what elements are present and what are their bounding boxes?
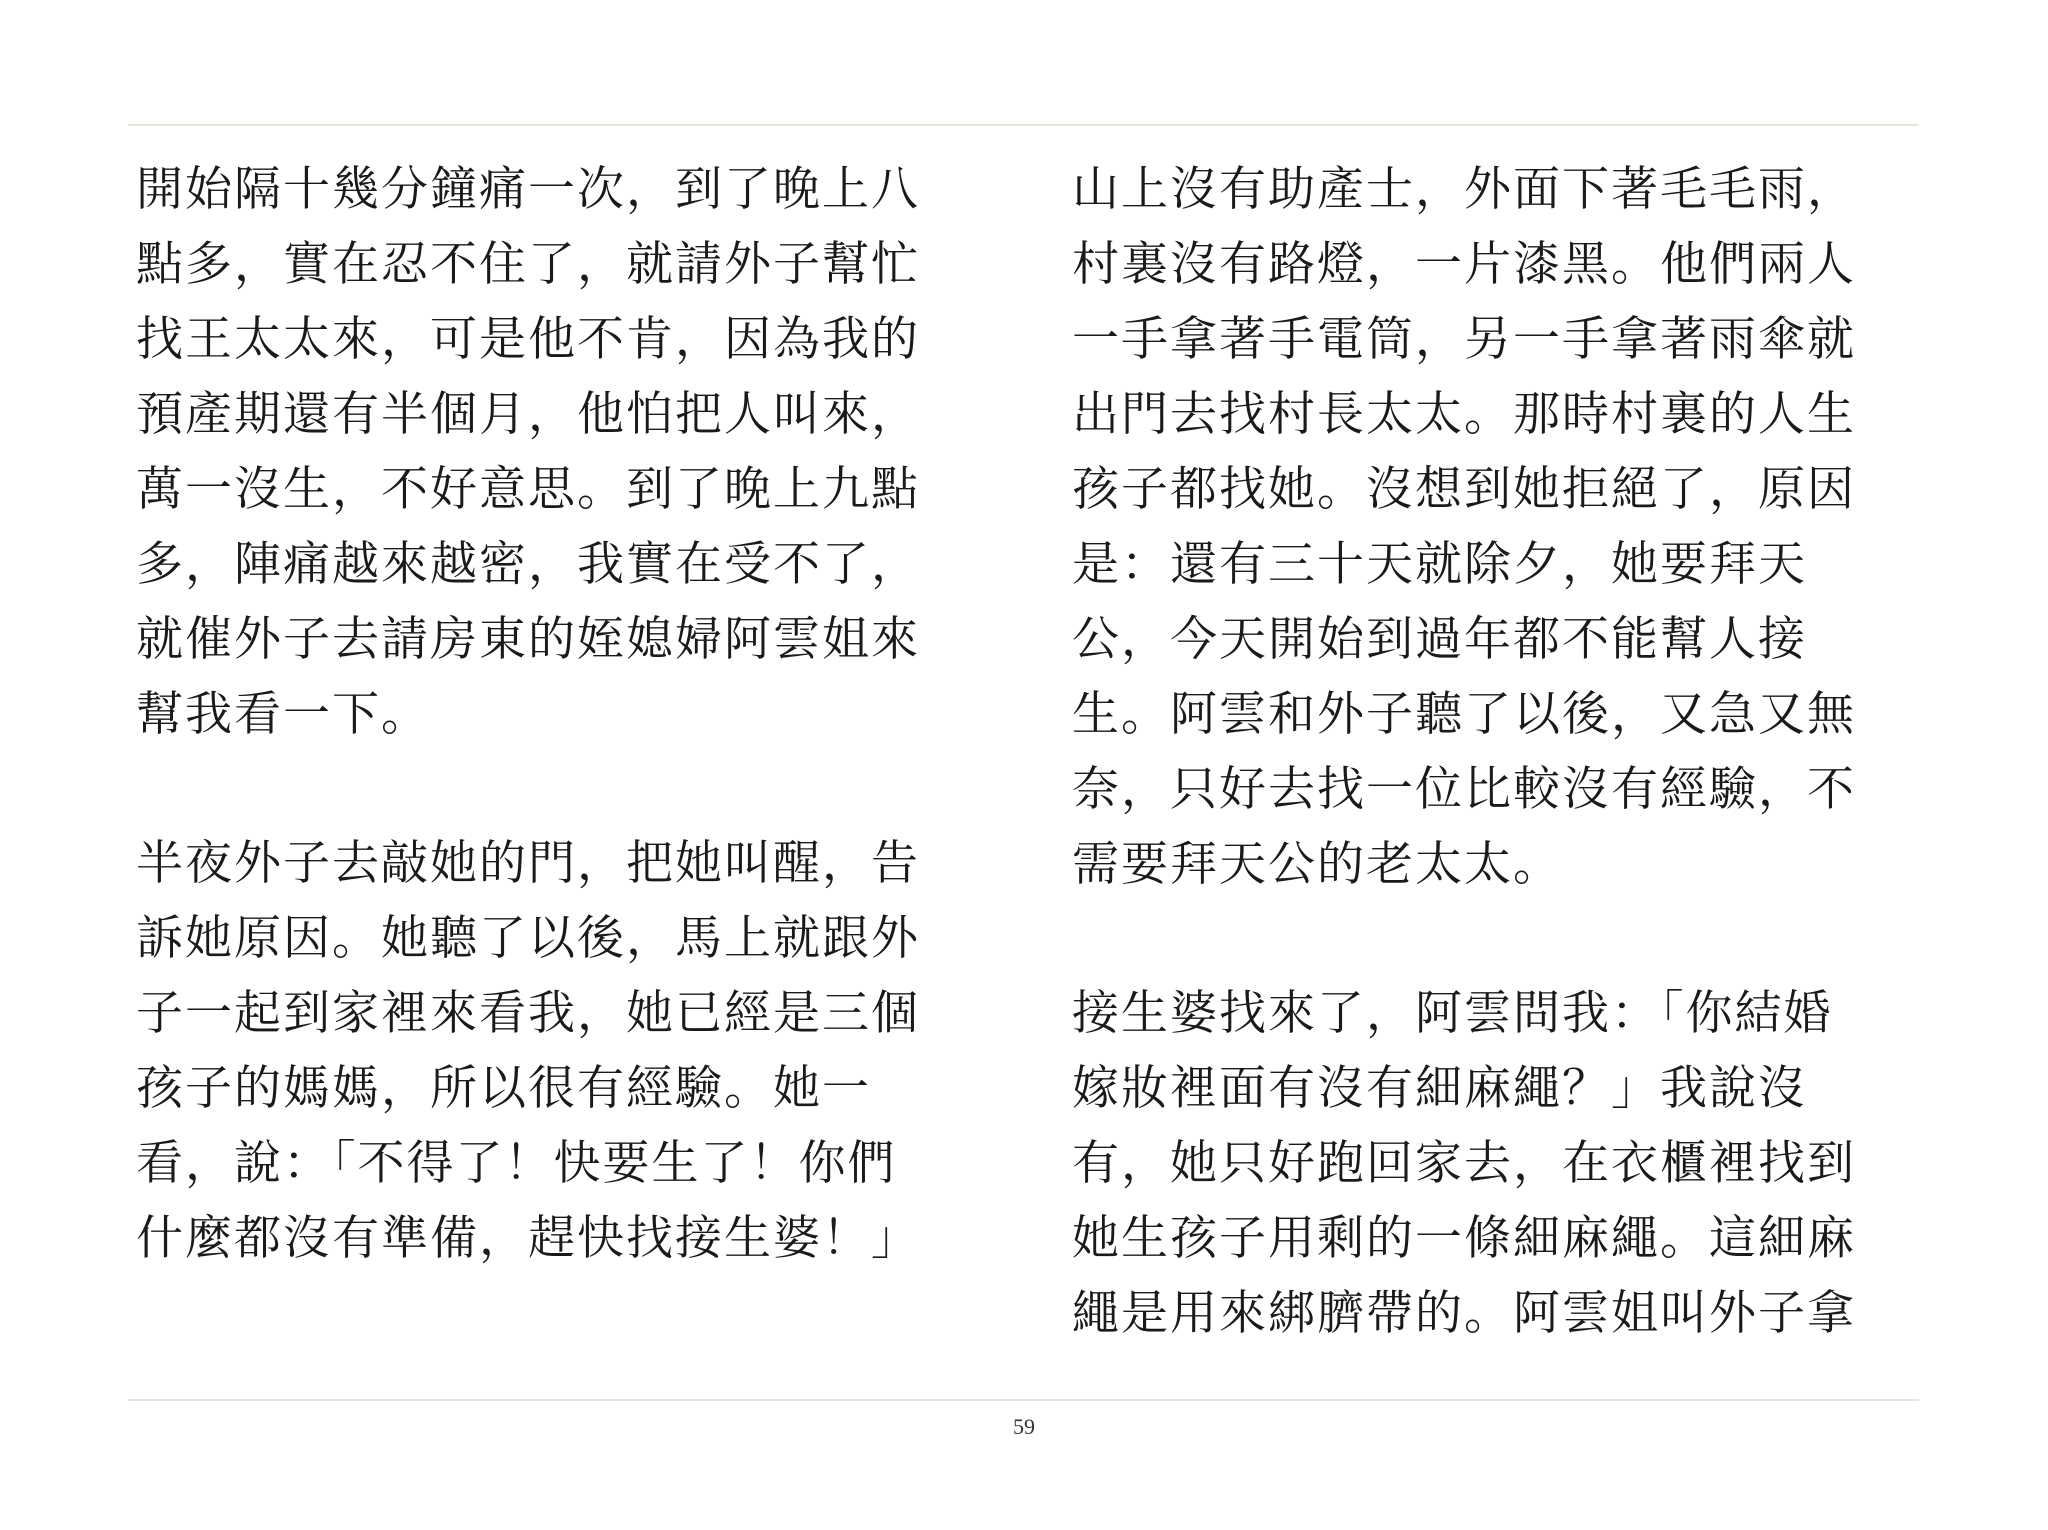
text-line: 點多，實在忍不住了，就請外子幫忙 [136, 237, 920, 292]
text-line: 出門去找村長太太。那時村裏的人生 [1072, 387, 1856, 442]
text-line: 孩子的媽媽，所以很有經驗。她一 [136, 1061, 871, 1116]
text-line: 萬一沒生，不好意思。到了晚上九點 [136, 462, 920, 517]
text-line: 嫁妝裡面有沒有細麻繩？」我說沒 [1072, 1061, 1807, 1116]
page-number: 59 [1013, 1414, 1035, 1439]
text-line: 找王太太來，可是他不肯，因為我的 [136, 312, 920, 367]
text-line: 半夜外子去敲她的門，把她叫醒，告 [136, 836, 920, 891]
text-line: 需要拜天公的老太太。 [1072, 837, 1562, 892]
text-line: 山上沒有助產士，外面下著毛毛雨， [1072, 162, 1856, 217]
text-line: 奈，只好去找一位比較沒有經驗，不 [1072, 762, 1856, 817]
text-line: 開始隔十幾分鐘痛一次，到了晚上八 [136, 162, 920, 217]
text-line: 她生孩子用剩的一條細麻繩。這細麻 [1072, 1211, 1856, 1266]
paragraph [136, 152, 996, 752]
text-line: 什麼都沒有準備，趕快找接生婆！」 [136, 1211, 920, 1266]
text-line: 公，今天開始到過年都不能幫人接 [1072, 612, 1807, 667]
left-column [136, 152, 996, 1276]
text-line: 孩子都找她。沒想到她拒絕了，原因 [1072, 462, 1856, 517]
text-line: 繩是用來綁臍帶的。阿雲姐叫外子拿 [1072, 1286, 1856, 1341]
text-line: 是：還有三十天就除夕，她要拜天 [1072, 537, 1807, 592]
right-column [1072, 152, 1932, 1351]
text-line: 一手拿著手電筒，另一手拿著雨傘就 [1072, 312, 1856, 367]
text-line: 預產期還有半個月，他怕把人叫來， [136, 387, 920, 442]
text-line: 就催外子去請房東的姪媳婦阿雲姐來 [136, 612, 920, 667]
top-rule [128, 124, 1919, 126]
text-line: 看，說：「不得了！快要生了！你們 [136, 1136, 897, 1191]
text-line: 幫我看一下。 [136, 687, 430, 742]
bottom-rule [128, 1399, 1919, 1401]
text-line: 訴她原因。她聽了以後，馬上就跟外 [136, 911, 920, 966]
paragraph [136, 826, 996, 1276]
text-line: 有，她只好跑回家去，在衣櫃裡找到 [1072, 1136, 1856, 1191]
text-line: 接生婆找來了，阿雲問我：「你結婚 [1072, 986, 1833, 1041]
text-line: 多，陣痛越來越密，我實在受不了， [136, 537, 920, 592]
text-line: 村裏沒有路燈，一片漆黑。他們兩人 [1072, 237, 1856, 292]
text-line: 生。阿雲和外子聽了以後，又急又無 [1072, 687, 1856, 742]
paragraph [1072, 152, 1932, 902]
paragraph [1072, 976, 1932, 1351]
text-line: 子一起到家裡來看我，她已經是三個 [136, 986, 920, 1041]
